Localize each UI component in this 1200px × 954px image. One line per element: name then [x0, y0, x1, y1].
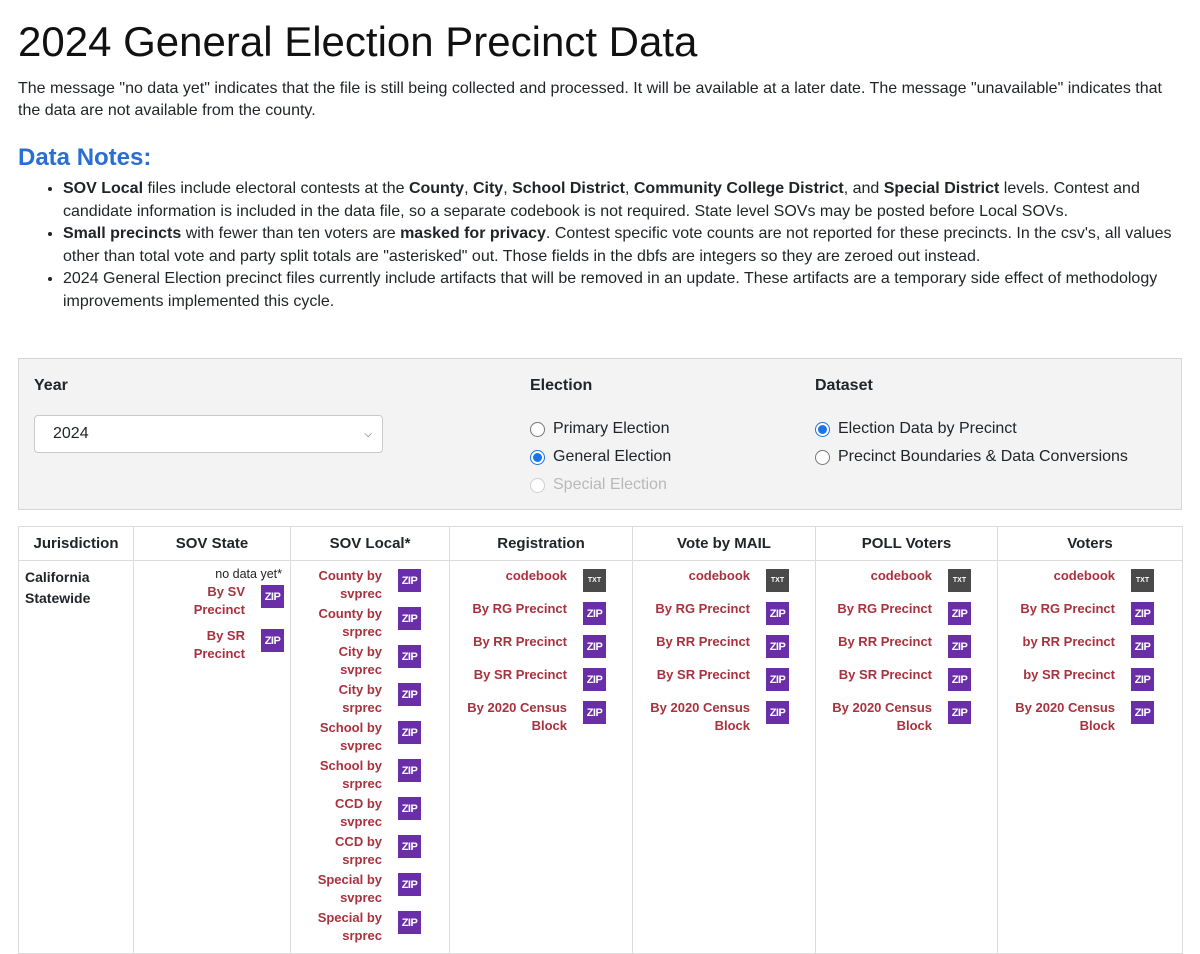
radio-election-data-by-precinct[interactable]: [815, 415, 1128, 443]
download-row: [312, 567, 421, 603]
radio-icon[interactable]: [530, 422, 545, 437]
zip-file-icon[interactable]: ZIP: [948, 668, 971, 691]
note-text: . Contest specific vote counts are not reported for these precincts. In the csv's, all values other than total vote and party split totals are "asterisked" out. Those fields in the dbfs are integers so they are zeroed out instead.: [63, 225, 1172, 265]
radio-precinct-boundaries[interactable]: [815, 443, 1128, 471]
download-row: [1023, 633, 1154, 658]
download-link[interactable]: By SR Precinct: [838, 667, 932, 683]
note-bold: City: [472, 180, 504, 198]
txt-file-icon[interactable]: TXT: [1131, 569, 1154, 592]
page-title: 2024 General Election Precinct Data: [18, 18, 698, 65]
note-artifacts: • 2024 General Election precinct files currently include artifacts that will be removed in an update. These artifacts are a temporary side effect of methodology improvements implemented this cycle.: [63, 268, 1182, 313]
zip-file-icon[interactable]: ZIP: [1131, 668, 1154, 691]
zip-file-icon[interactable]: ZIP: [398, 683, 421, 706]
zip-file-icon[interactable]: ZIP: [398, 835, 421, 858]
download-row: [655, 600, 789, 625]
download-link[interactable]: by SR Precinct: [1023, 667, 1115, 683]
note-bold: Community College District: [633, 180, 844, 198]
download-link[interactable]: City by srprec: [338, 682, 382, 716]
download-link[interactable]: By 2020 Census Block: [650, 700, 750, 734]
download-link[interactable]: By SV Precinct: [193, 584, 245, 618]
header-sov-local: SOV Local*: [291, 527, 450, 561]
note-bold: Special District: [883, 180, 1000, 198]
zip-file-icon[interactable]: ZIP: [1131, 635, 1154, 658]
download-link[interactable]: CCD by srprec: [335, 834, 382, 868]
dataset-filter: [815, 377, 1128, 471]
codebook-link[interactable]: codebook: [870, 568, 932, 584]
download-row: [871, 567, 971, 592]
download-row: [656, 633, 789, 658]
zip-file-icon[interactable]: ZIP: [398, 607, 421, 630]
cell-links: [297, 567, 443, 947]
data-notes-list: [18, 178, 1182, 313]
registration-cell: [450, 561, 633, 954]
header-vote-by-mail: Vote by MAIL: [633, 527, 816, 561]
radio-checked-icon[interactable]: [530, 450, 545, 465]
radio-icon: [530, 478, 545, 493]
cell-links: [1004, 567, 1176, 743]
voters-cell: [998, 561, 1183, 954]
download-link[interactable]: School by srprec: [319, 758, 382, 792]
jurisdiction-cell: California Statewide: [19, 561, 134, 954]
download-row: [838, 633, 971, 658]
zip-file-icon[interactable]: ZIP: [398, 911, 421, 934]
zip-file-icon[interactable]: ZIP: [261, 629, 284, 652]
download-link[interactable]: CCD by svprec: [335, 796, 382, 830]
download-link[interactable]: by RR Precinct: [1022, 634, 1115, 650]
download-row: [312, 795, 421, 831]
zip-file-icon[interactable]: ZIP: [948, 701, 971, 724]
zip-file-icon[interactable]: ZIP: [766, 602, 789, 625]
download-row: [689, 567, 789, 592]
sov-local-cell: [291, 561, 450, 954]
radio-label: Election Data by Precinct: [838, 420, 1017, 438]
note-text: ,: [624, 180, 634, 198]
download-link[interactable]: By SR Precinct: [193, 628, 245, 662]
note-text: ,: [503, 180, 513, 198]
download-link[interactable]: By SR Precinct: [656, 667, 750, 683]
download-row: [837, 600, 971, 625]
txt-file-icon[interactable]: TXT: [948, 569, 971, 592]
download-link[interactable]: By 2020 Census Block: [832, 700, 932, 734]
download-link[interactable]: By RR Precinct: [838, 634, 932, 650]
download-row: [312, 681, 421, 717]
zip-file-icon[interactable]: ZIP: [583, 635, 606, 658]
sov-state-cell: [134, 561, 291, 954]
download-row: [312, 643, 421, 679]
download-row: [506, 567, 606, 592]
download-link[interactable]: By RG Precinct: [655, 601, 750, 617]
download-link[interactable]: City by svprec: [338, 644, 382, 678]
zip-file-icon[interactable]: ZIP: [398, 873, 421, 896]
txt-file-icon[interactable]: TXT: [766, 569, 789, 592]
download-row: [839, 666, 971, 691]
zip-file-icon[interactable]: ZIP: [398, 645, 421, 668]
election-label: Election: [530, 377, 593, 395]
note-bold: County: [408, 180, 465, 198]
download-link[interactable]: School by svprec: [319, 720, 382, 754]
download-link[interactable]: By 2020 Census Block: [1015, 700, 1115, 734]
header-sov-state: SOV State: [134, 527, 291, 561]
status-no-data: no data yet*: [215, 567, 282, 582]
download-link[interactable]: By RR Precinct: [656, 634, 750, 650]
page: [0, 18, 1200, 954]
download-row: [189, 627, 284, 663]
zip-file-icon[interactable]: ZIP: [766, 668, 789, 691]
download-row: [648, 699, 789, 735]
radio-label: Primary Election: [553, 420, 670, 438]
radio-label: Special Election: [553, 476, 667, 494]
zip-file-icon[interactable]: ZIP: [261, 585, 284, 608]
zip-file-icon[interactable]: ZIP: [948, 602, 971, 625]
note-text: files include electoral contests at the: [143, 180, 409, 198]
zip-file-icon[interactable]: ZIP: [398, 759, 421, 782]
note-bold: masked for privacy: [400, 225, 546, 243]
download-row: [830, 699, 971, 735]
dataset-label: Dataset: [815, 377, 873, 395]
cell-links: [639, 567, 809, 743]
zip-file-icon[interactable]: ZIP: [1131, 701, 1154, 724]
download-row: [312, 909, 421, 945]
dataset-radio-group: [815, 415, 1128, 471]
cell-links: [140, 567, 284, 671]
zip-file-icon[interactable]: ZIP: [766, 635, 789, 658]
txt-file-icon[interactable]: TXT: [583, 569, 606, 592]
zip-file-icon[interactable]: ZIP: [398, 569, 421, 592]
note-text: ,: [464, 180, 473, 198]
download-row: [474, 666, 606, 691]
zip-file-icon[interactable]: ZIP: [948, 635, 971, 658]
note-bold: Small precincts: [63, 225, 182, 243]
year-label: Year: [34, 377, 68, 395]
poll-voters-cell: [816, 561, 998, 954]
radio-label: Precinct Boundaries & Data Conversions: [838, 448, 1128, 466]
note-small-precincts: [63, 223, 1182, 268]
cell-links: [456, 567, 626, 743]
download-link[interactable]: County by svprec: [318, 568, 382, 602]
download-row: [312, 833, 421, 869]
election-filter: [530, 377, 671, 499]
zip-file-icon[interactable]: ZIP: [398, 721, 421, 744]
header-registration: Registration: [450, 527, 633, 561]
cell-links: [822, 567, 991, 743]
header-voters: Voters: [998, 527, 1183, 561]
radio-icon[interactable]: [815, 450, 830, 465]
codebook-link[interactable]: codebook: [1053, 568, 1115, 584]
download-link[interactable]: Special by svprec: [317, 872, 382, 906]
zip-file-icon[interactable]: ZIP: [1131, 602, 1154, 625]
intro-paragraph: The message "no data yet" indicates that the file is still being collected and processed. It will be available at a later date. The message "unavailable" indicates that the data are not available from the county.: [18, 80, 1162, 120]
download-link[interactable]: By RG Precinct: [472, 601, 567, 617]
radio-general-election[interactable]: [530, 443, 671, 471]
zip-file-icon[interactable]: ZIP: [766, 701, 789, 724]
download-link[interactable]: By RG Precinct: [1020, 601, 1115, 617]
year-select[interactable]: [34, 415, 383, 453]
download-row: [1023, 666, 1154, 691]
download-row: [312, 605, 421, 641]
download-row: [657, 666, 789, 691]
chevron-down-icon: ⌵: [364, 428, 372, 440]
filter-panel: [18, 358, 1182, 510]
download-row: [189, 583, 284, 619]
zip-file-icon[interactable]: ZIP: [583, 602, 606, 625]
header-jurisdiction: Jurisdiction: [19, 527, 134, 561]
radio-label: General Election: [553, 448, 672, 466]
download-link[interactable]: Special by srprec: [317, 910, 382, 944]
download-row: [472, 600, 606, 625]
intro-text: [18, 78, 1182, 122]
year-select-value: 2024: [53, 425, 89, 443]
download-link[interactable]: By SR Precinct: [473, 667, 567, 683]
note-text: levels. Contest and candidate information is included in the data file, so a separate codebook is not required. State level SOVs may be posted before Local SOVs.: [63, 180, 1140, 220]
radio-special-election: [530, 471, 671, 499]
note-sov-local: [63, 178, 1182, 223]
download-link[interactable]: By RG Precinct: [837, 601, 932, 617]
zip-file-icon[interactable]: ZIP: [398, 797, 421, 820]
download-row: [1054, 567, 1154, 592]
download-link[interactable]: County by srprec: [318, 606, 382, 640]
note-text: , and: [843, 180, 884, 198]
radio-checked-icon[interactable]: [815, 422, 830, 437]
download-row: [1013, 699, 1154, 735]
download-row: [1020, 600, 1154, 625]
year-filter: [34, 377, 383, 453]
download-row: [312, 757, 421, 793]
zip-file-icon[interactable]: ZIP: [583, 668, 606, 691]
note-text: with fewer than ten voters are: [181, 225, 401, 243]
note-bold: SOV Local: [63, 180, 144, 198]
table-header-row: [19, 527, 1183, 561]
download-link[interactable]: By RR Precinct: [473, 634, 567, 650]
data-notes-heading: Data Notes:: [18, 144, 152, 172]
codebook-link[interactable]: codebook: [688, 568, 750, 584]
precinct-data-table: [18, 526, 1183, 954]
zip-file-icon[interactable]: ZIP: [583, 701, 606, 724]
election-radio-group: [530, 415, 671, 499]
header-poll-voters: POLL Voters: [816, 527, 998, 561]
download-row: [473, 633, 606, 658]
download-row: [312, 871, 421, 907]
download-row: [465, 699, 606, 735]
codebook-link[interactable]: codebook: [505, 568, 567, 584]
note-bold: School District: [512, 180, 625, 198]
download-row: [312, 719, 421, 755]
download-link[interactable]: By 2020 Census Block: [467, 700, 567, 734]
table-row: [19, 561, 1183, 954]
vote-by-mail-cell: [633, 561, 816, 954]
radio-primary-election[interactable]: [530, 415, 671, 443]
